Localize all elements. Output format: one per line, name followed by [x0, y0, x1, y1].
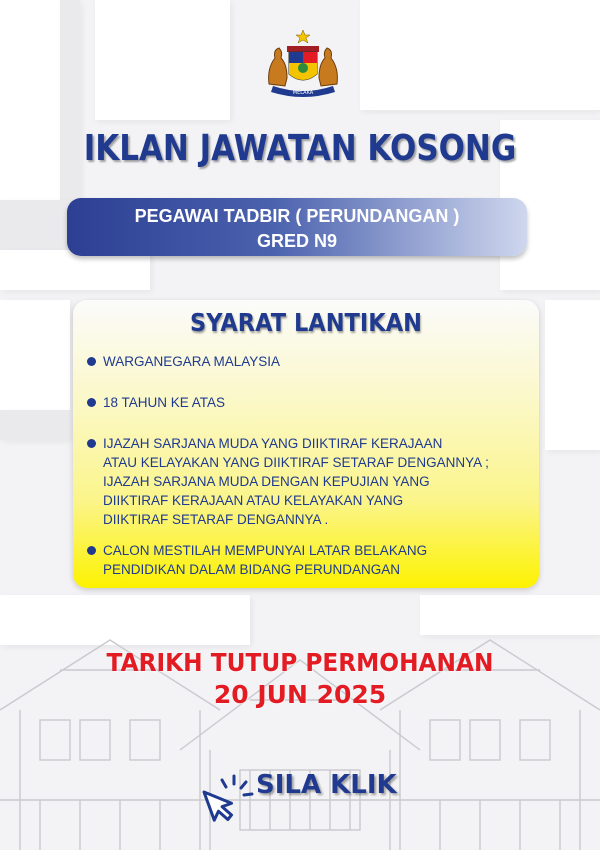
list-item — [87, 352, 537, 371]
list-item — [87, 393, 537, 412]
deadline-label: TARIKH TUTUP PERMOHANAN — [106, 648, 494, 677]
requirements-panel — [73, 300, 539, 588]
bullet-icon — [87, 439, 96, 448]
page-title: IKLAN JAWATAN KOSONG — [83, 128, 517, 169]
requirement-text: CALON MESTILAH MEMPUNYAI LATAR BELAKANG PENDIDIKAN DALAM BIDANG PERUNDANGAN — [103, 543, 428, 577]
crest-motto: MELAKA — [292, 90, 314, 96]
state-crest-icon — [255, 28, 351, 100]
list-item — [87, 434, 537, 529]
bullet-icon — [87, 357, 96, 366]
building-illustration — [0, 600, 600, 850]
position-banner — [67, 198, 527, 256]
requirement-text: 18 TAHUN KE ATAS — [103, 395, 226, 410]
requirement-text: IJAZAH SARJANA MUDA YANG DIIKTIRAF KERAJAAN ATAU KELAYAKAN YANG DIIKTIRAF SETARAF DENGANNYA ; IJAZAH SARJANA MUDA DENGAN KEPUJIAN YANG DIIKTIRAF KERAJAAN ATAU KELAYAKAN YANG DIIKTIRAF SETARAF DENGANNYA . — [103, 436, 489, 527]
position-name: PEGAWAI TADBIR ( PERUNDANGAN ) — [134, 206, 460, 226]
list-item — [87, 541, 537, 579]
bullet-icon — [87, 398, 96, 407]
requirement-text: WARGANEGARA MALAYSIA — [103, 354, 281, 369]
requirements-heading: SYARAT LANTIKAN — [190, 308, 422, 337]
deadline-date: 20 JUN 2025 — [213, 680, 387, 709]
bullet-icon — [87, 546, 96, 555]
apply-link[interactable]: SILA KLIK — [256, 770, 397, 800]
click-cursor-icon[interactable] — [196, 772, 256, 828]
position-grade: GRED N9 — [256, 231, 337, 251]
requirements-list — [87, 352, 537, 601]
